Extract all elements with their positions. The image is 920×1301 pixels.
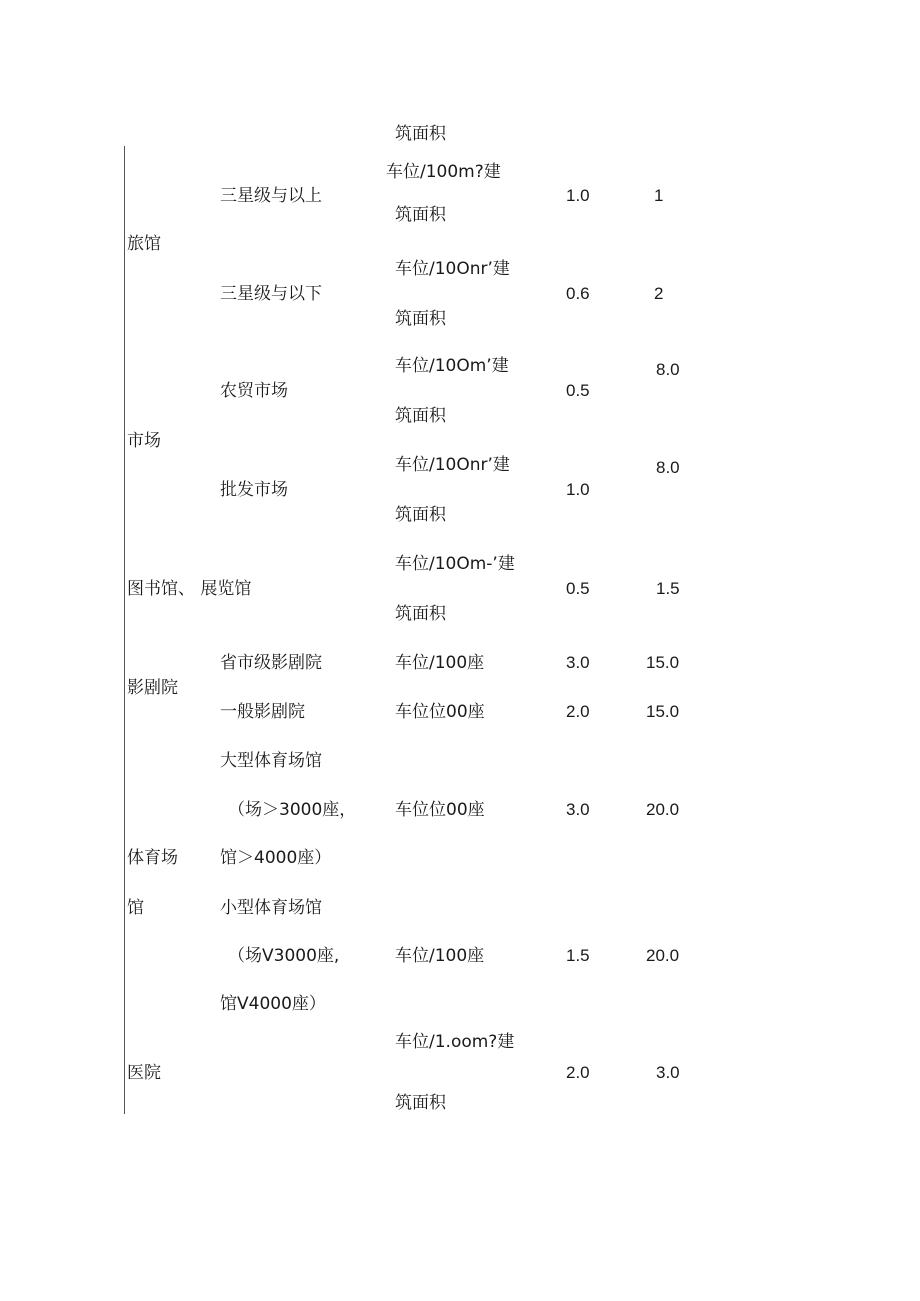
- sub-theater-provincial: 省市级影剧院: [220, 653, 322, 673]
- value2-stadium-large: 20.0: [646, 800, 680, 819]
- value2-hotel-3star-up: 1: [654, 186, 664, 205]
- unit-hotel-3star-up-line1: 车位/100m?建: [386, 162, 501, 182]
- sub-stadium-large-line2: （场＞3000座，: [228, 800, 357, 820]
- value2-theater-general: 15.0: [646, 702, 680, 721]
- category-stadium-line2: 馆: [127, 898, 144, 918]
- value2-hotel-3star-down: 2: [654, 284, 664, 303]
- value1-market-wholesale: 1.0: [566, 480, 590, 499]
- sub-theater-general: 一般影剧院: [220, 702, 305, 722]
- unit-market-farm-line1: 车位/10Om’建: [395, 356, 509, 376]
- unit-library-line2: 筑面积: [395, 604, 446, 624]
- value1-market-farm: 0.5: [566, 381, 590, 400]
- category-hotel: 旅馆: [127, 234, 161, 254]
- value1-stadium-large: 3.0: [566, 800, 590, 819]
- sub-hotel-3star-down: 三星级与以下: [220, 284, 322, 304]
- table-left-border: [124, 146, 125, 1114]
- value1-library: 0.5: [566, 579, 590, 598]
- top-unit-tail: 筑面积: [395, 124, 446, 144]
- value1-hotel-3star-down: 0.6: [566, 284, 590, 303]
- sub-stadium-large-line3: 馆＞4000座）: [220, 848, 332, 868]
- unit-hospital-line2: 筑面积: [395, 1093, 446, 1113]
- value1-stadium-small: 1.5: [566, 946, 590, 965]
- category-hospital: 医院: [127, 1063, 161, 1083]
- value1-hotel-3star-up: 1.0: [566, 186, 590, 205]
- value1-theater-general: 2.0: [566, 702, 590, 721]
- unit-market-farm-line2: 筑面积: [395, 406, 446, 426]
- unit-stadium-large: 车位位00座: [395, 800, 485, 820]
- sub-market-wholesale: 批发市场: [220, 480, 288, 500]
- category-stadium-line1: 体育场: [127, 848, 178, 868]
- sub-stadium-small-line1: 小型体育场馆: [220, 898, 322, 918]
- category-market: 市场: [127, 431, 161, 451]
- sub-stadium-large-line1: 大型体育场馆: [220, 751, 322, 771]
- sub-stadium-small-line3: 馆V4000座）: [220, 994, 326, 1014]
- unit-hotel-3star-down-line1: 车位/10Onr’建: [395, 259, 510, 279]
- category-library: 图书馆、 展览馆: [127, 579, 252, 599]
- unit-market-wholesale-line2: 筑面积: [395, 505, 446, 525]
- unit-hotel-3star-down-line2: 筑面积: [395, 309, 446, 329]
- unit-hospital-line1: 车位/1.oom?建: [395, 1032, 515, 1052]
- unit-library-line1: 车位/10Om-’建: [395, 554, 515, 574]
- unit-theater-provincial: 车位/100座: [395, 653, 485, 673]
- unit-market-wholesale-line1: 车位/10Onr’建: [395, 455, 510, 475]
- category-theater: 影剧院: [127, 678, 178, 698]
- sub-stadium-small-line2: （场V3000座,: [228, 946, 340, 966]
- value2-hospital: 3.0: [656, 1063, 680, 1082]
- sub-hotel-3star-up: 三星级与以上: [220, 186, 322, 206]
- unit-theater-general: 车位位00座: [395, 702, 485, 722]
- sub-market-farm: 农贸市场: [220, 381, 288, 401]
- value1-hospital: 2.0: [566, 1063, 590, 1082]
- unit-hotel-3star-up-line2: 筑面积: [395, 205, 446, 225]
- value2-stadium-small: 20.0: [646, 946, 680, 965]
- value2-market-farm: 8.0: [656, 360, 680, 379]
- value2-theater-provincial: 15.0: [646, 653, 680, 672]
- value2-market-wholesale: 8.0: [656, 458, 680, 477]
- value2-library: 1.5: [656, 579, 680, 598]
- unit-stadium-small: 车位/100座: [395, 946, 485, 966]
- value1-theater-provincial: 3.0: [566, 653, 590, 672]
